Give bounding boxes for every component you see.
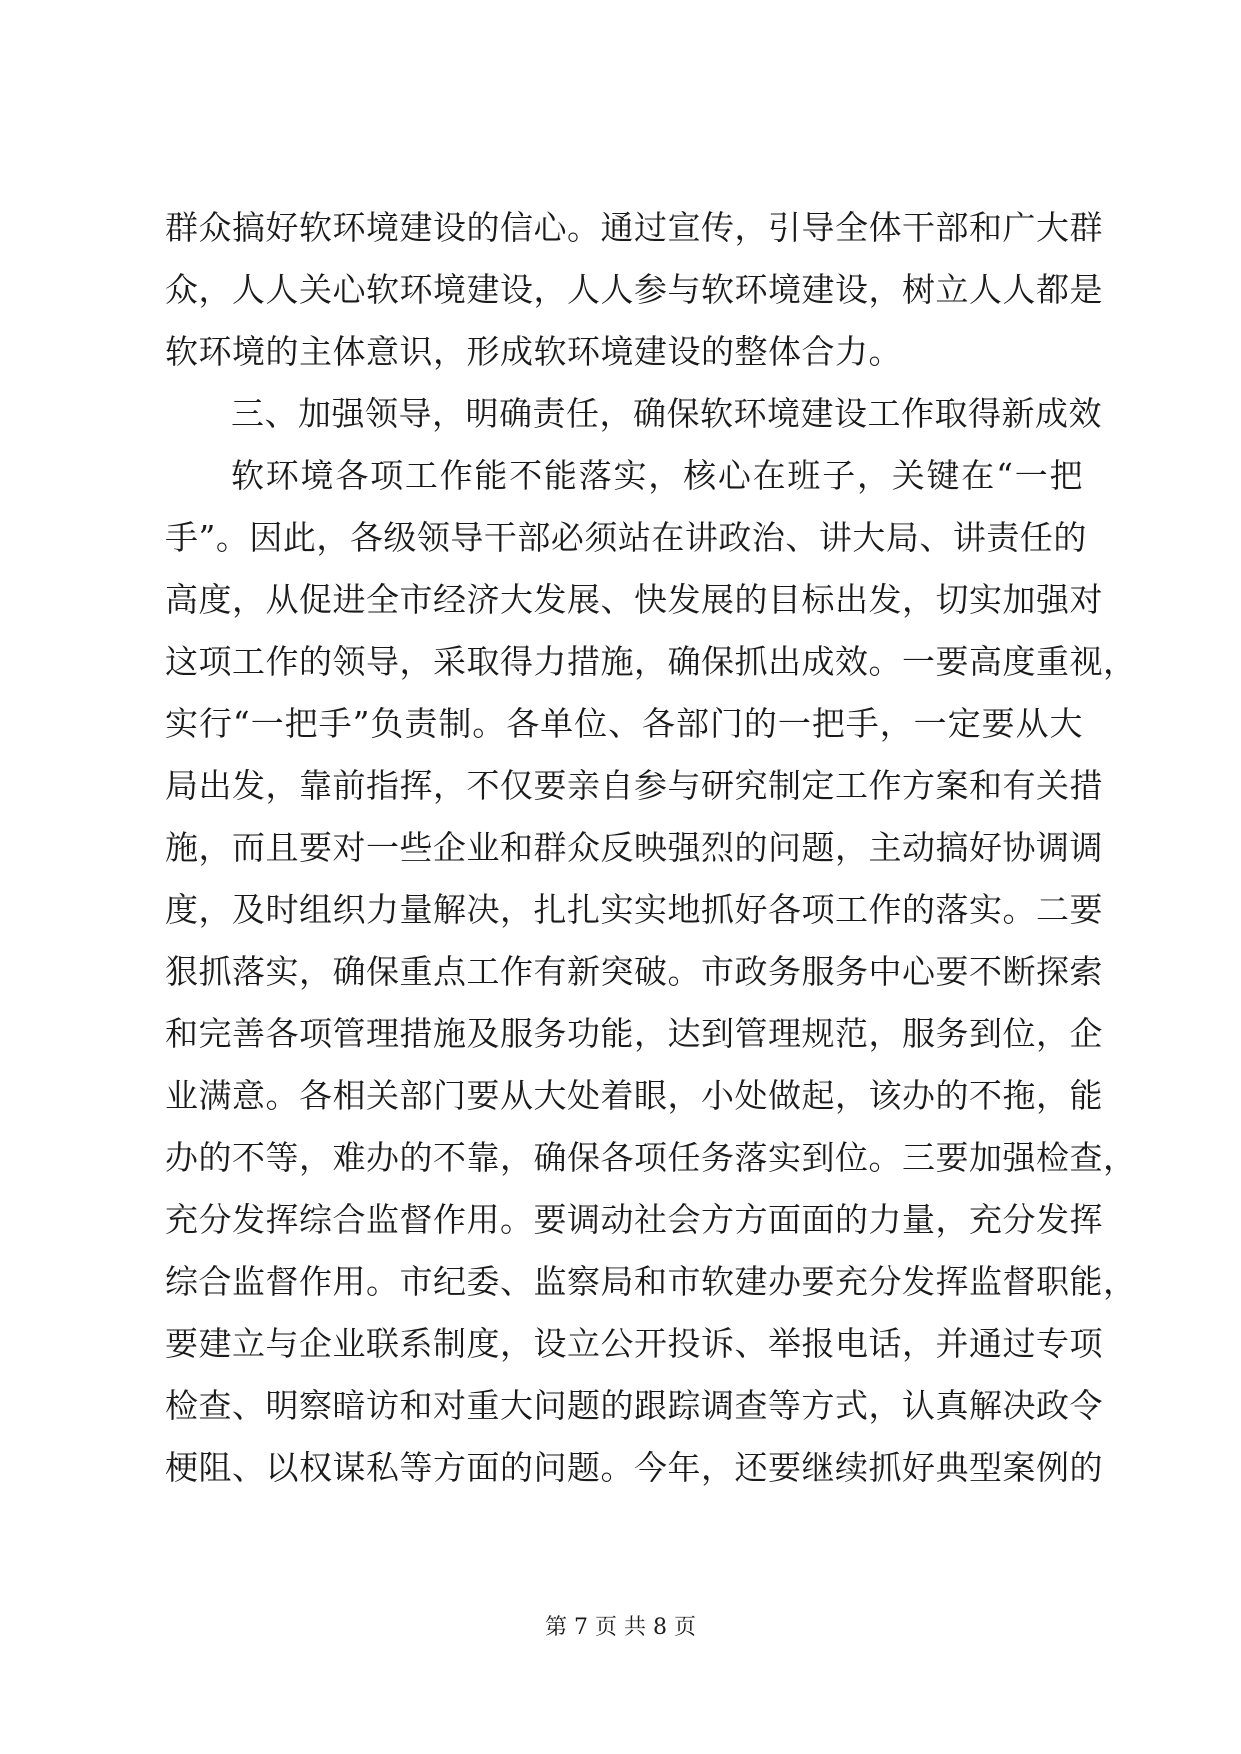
body-text-line: 施，而且要对一些企业和群众反映强烈的问题，主动搞好协调调: [165, 828, 1103, 867]
body-text-line: 手”。因此，各级领导干部必须站在讲政治、讲大局、讲责任的: [165, 518, 1087, 557]
section-heading: 三、加强领导，明确责任，确保软环境建设工作取得新成效: [231, 394, 1102, 433]
body-text-line: 度，及时组织力量解决，扎扎实实地抓好各项工作的落实。二要: [165, 890, 1103, 929]
body-text-line: 局出发，靠前指挥，不仅要亲自参与研究制定工作方案和有关措: [165, 766, 1103, 805]
body-text-line: 综合监督作用。市纪委、监察局和市软建办要充分发挥监督职能，: [165, 1262, 1137, 1301]
body-text-line: 狠抓落实，确保重点工作有新突破。市政务服务中心要不断探索: [165, 952, 1103, 991]
body-text-line: 充分发挥综合监督作用。要调动社会方方面面的力量，充分发挥: [165, 1200, 1103, 1239]
body-text-line: 办的不等，难办的不靠，确保各项任务落实到位。三要加强检查，: [165, 1138, 1137, 1177]
body-text-line: 实行“一把手”负责制。各单位、各部门的一把手，一定要从大: [165, 704, 1083, 743]
body-text-line: 和完善各项管理措施及服务功能，达到管理规范，服务到位，企: [165, 1014, 1103, 1053]
body-text-line: 软环境的主体意识，形成软环境建设的整体合力。: [165, 332, 902, 371]
body-text-line: 高度，从促进全市经济大发展、快发展的目标出发，切实加强对: [165, 580, 1103, 619]
body-text-line: 众，人人关心软环境建设，人人参与软环境建设，树立人人都是: [165, 270, 1103, 309]
body-text-line: 要建立与企业联系制度，设立公开投诉、举报电话，并通过专项: [165, 1324, 1103, 1363]
body-text-line: 检查、明察暗访和对重大问题的跟踪调查等方式，认真解决政令: [165, 1386, 1103, 1425]
body-text-line: 业满意。各相关部门要从大处着眼，小处做起，该办的不拖，能: [165, 1076, 1103, 1115]
body-text-line: 群众搞好软环境建设的信心。通过宣传，引导全体干部和广大群: [165, 208, 1103, 247]
body-text-line: 梗阻、以权谋私等方面的问题。今年，还要继续抓好典型案例的: [165, 1448, 1103, 1487]
body-text-line: 软环境各项工作能不能落实，核心在班子，关键在“一把: [231, 456, 1083, 495]
body-text-line: 这项工作的领导，采取得力措施，确保抓出成效。一要高度重视，: [165, 642, 1137, 681]
page-number-footer: 第 7 页 共 8 页: [545, 1615, 696, 1640]
